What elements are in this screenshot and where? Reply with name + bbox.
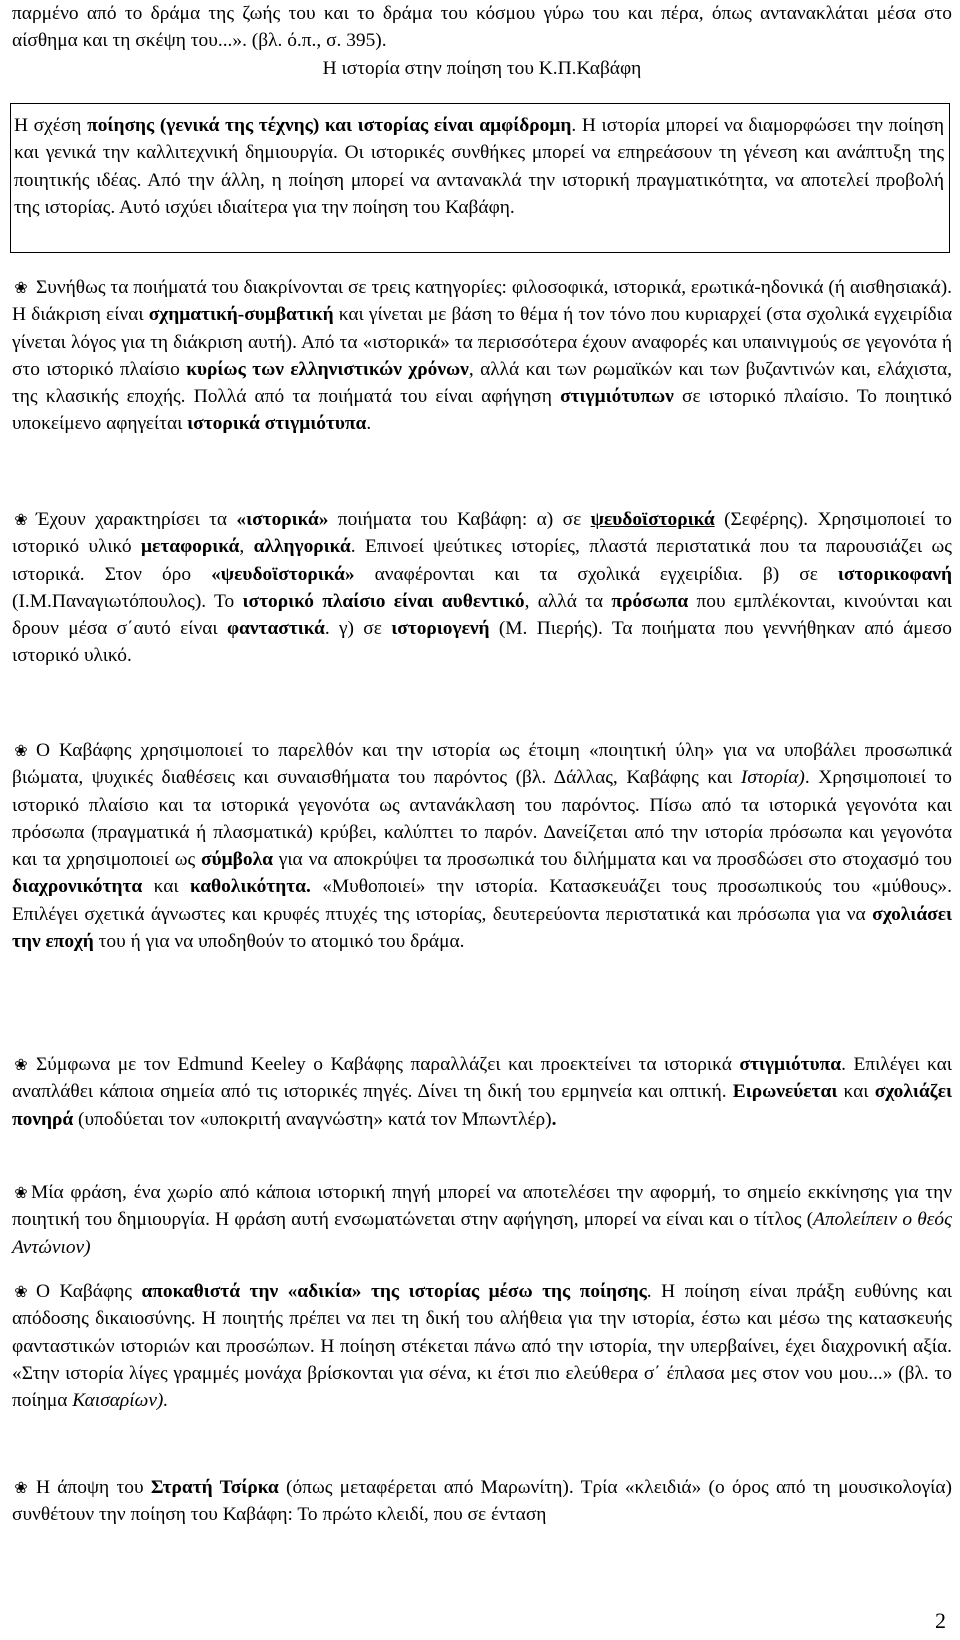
italic-run: Ιστορία) — [740, 767, 805, 789]
summary-box-text — [14, 112, 944, 221]
text-run: σε ιστορικό πλαίσιο. Το ποιητικό υποκείμενο αφηγείται — [12, 386, 952, 435]
text-run: Η άποψη του — [36, 1477, 151, 1498]
text-run: του ή για να υποδηθούν το ατομικό του δράμα. — [93, 931, 465, 953]
bold-run: «ιστορικά» — [236, 509, 329, 530]
text-run: . Χρησιμοποιεί το ιστορικό πλαίσιο και τα ιστορικά γεγονότα ως αντανάκλαση του παρόντος. Πίσω από τα ιστορικά γεγονότα και πρόσωπα (πραγματικά ή πλασματικά) κρύβει, καλύπτει το παρόν. Δανείζεται από την ιστορία πρόσωπα και γεγονότα και τα χρησιμοποιεί ως — [12, 767, 952, 871]
text-run: Μία φράση, ένα χωρίο από κάποια ιστορική πηγή μπορεί να αποτελέσει την αφορμή, το σημείο εκκίνησης για την ποιητική του δημιουργία. Η φράση αυτή ενσωματώνεται στην αφήγηση, μπορεί να είναι και ο τίτλος ( — [12, 1182, 952, 1231]
text-run: και γίνεται με βάση το θέμα ή τον τόνο που κυριαρχεί (στα σχολικά εγχειρίδια γίνεται λόγος για τη διάκριση αυτή). Από τα «ιστορικά» τα περισσότερα έχουν αναφορές και υπαινιγμούς σε γεγονότα ή στο ιστορικό πλαίσιο — [12, 304, 952, 380]
bold-run: στιγμιότυπα — [739, 1054, 842, 1075]
text-run: . Επινοεί ψεύτικες ιστορίες, πλαστά περιστατικά που τα παρουσιάζει ως ιστορικά. Στον όρο — [12, 536, 952, 585]
bold-run: «ψευδοϊστορικά» — [211, 563, 355, 585]
bold-run: κυρίως των ελληνιστικών χρόνων — [186, 358, 469, 380]
summary-box — [10, 103, 950, 253]
text-run: Έχουν χαρακτηρίσει τα — [36, 509, 237, 530]
flower-bullet-icon: ❀ — [14, 1478, 28, 1497]
text-run: για να αποκρύψει τα προσωπικά του διλήμματα και να προσδώσει στο στοχασμό του — [272, 849, 952, 871]
bold-run: Στρατή Τσίρκα — [150, 1477, 279, 1498]
text-run: Συνήθως τα ποιήματά του διακρίνονται σε τρεις κατηγορίες: φιλοσοφικά, ιστορικά, ερωτικά-ηδονικά (ή αισθησιακά). Η διάκριση είναι — [12, 277, 952, 326]
bold-run: ιστορικοφανή — [837, 563, 952, 585]
text-run: Η σχέση — [14, 115, 88, 136]
bold-run: αποκαθιστά την «αδικία» της ιστορίας μέσω της ποίησης — [141, 1281, 647, 1302]
text-run: Ο Καβάφης — [36, 1281, 142, 1302]
text-run: (υποδύεται τον «υποκριτή αναγνώστη» κατά τον Μπωντλέρ) — [73, 1108, 552, 1130]
intro-text: παρμένο από το δράμα της ζωής του και το δράμα του κόσμου γύρω του και πέρα, όπως αντανακλάται μέσα στο αίσθημα και τη σκέψη του...». (βλ. ό.π., σ. 395). — [12, 3, 952, 52]
paragraph-past-and-history — [12, 737, 952, 955]
text-run: . Επιλέγει και αναπλάθει κάποια σημεία από τις ιστορικές πηγές. Δίνει τη δική του ερμηνεία και οπτική. — [12, 1054, 952, 1103]
italic-run: Απολείπειν ο θεός Αντώνιον) — [12, 1209, 952, 1258]
text-run: «Μυθοποιεί» την ιστορία. Κατασκευάζει τους προσωπικούς του «μύθους». Επιλέγει σχετικά άγνωστες και κρυφές πτυχές της ιστορίας, δευτερεύοντα περιστατικά και πρόσωπα για να — [12, 876, 952, 925]
bold-underlined-run: ψευδοϊστορικά — [590, 509, 715, 530]
flower-bullet-icon: ❀ — [14, 1282, 28, 1301]
intro-paragraph — [12, 0, 952, 82]
paragraph-categories — [12, 274, 952, 438]
bold-run: ιστοριογενή — [391, 618, 490, 640]
bold-run: σχολιάζει πονηρά — [12, 1081, 952, 1130]
text-run: , — [239, 536, 254, 558]
bold-run: σχηματική-συμβατική — [148, 304, 334, 326]
text-run: , αλλά και των ρωμαϊκών και των βυζαντινών και, ελάχιστα, της κλασικής εποχής. Πολλά από τα ποιήματά του είναι αφήγηση — [12, 358, 953, 408]
text-run: . — [366, 413, 372, 435]
text-run: . Η ποίηση είναι πράξη ευθύνης και απόδοσης δικαιοσύνης. Η ποιητής πρέπει να πει τη δική του αλήθεια για την ιστορία, έστω και μέσω της κατασκευής φανταστικών ιστοριών και προσώπων. Η ποίηση στέκεται πάνω από την ιστορία, την υπερβαίνει, έχει διαχρονική αξία. «Στην ιστορία λίγες γραμμές μονάχα βρίσκονται για σένα, κι έτσι πιο ελεύθερα σ΄ έπλασα μες στον νου μου...» (βλ. το ποίημα — [12, 1281, 953, 1412]
paragraph-phrase-source — [12, 1179, 952, 1261]
paragraph-restoration — [12, 1278, 952, 1414]
bold-run: αλληγορικά — [253, 536, 351, 558]
text-run: και — [837, 1081, 875, 1103]
bold-run: μεταφορικά — [141, 536, 240, 558]
bold-run: καθολικότητα. — [189, 876, 311, 898]
text-run: που εμπλέκονται, κινούνται και δρουν μέσα σ΄αυτό είναι — [12, 590, 952, 640]
bold-run: ποίησης (γενικά της τέχνης) και ιστορίας είναι αμφίδρομη — [87, 115, 572, 136]
text-run: . Η ιστορία μπορεί να διαμορφώσει την ποίηση και γενικά την καλλιτεχνική δημιουργία. Οι ιστορικές συνθήκες μπορεί να επηρεάσουν τη γένεση και ανάπτυξη της ποιητικής ιδέας. Από την άλλη, η ποίηση μπορεί να αντανακλά την ιστορική πραγματικότητα, να αποτελεί προβολή της ιστορίας. Αυτό ισχύει ιδιαίτερα για την ποίηση του Καβάφη. — [14, 115, 945, 218]
text-run: Ο Καβάφης χρησιμοποιεί το παρελθόν και την ιστορία ως έτοιμη «ποιητική ύλη» για να υποβάλει προσωπικά βιώματα, ψυχικές διαθέσεις και συναισθήματα του παρόντος (βλ. Δάλλας, Καβάφης και — [12, 740, 952, 789]
bold-run: διαχρονικότητα — [12, 876, 143, 898]
bold-run: ιστορικό πλαίσιο είναι αυθεντικό — [242, 590, 525, 612]
text-run: (όπως μεταφέρεται από Μαρωνίτη). Τρία «κλειδιά» (ο όρος από τη μουσικολογία) συνθέτουν την ποίηση του Καβάφη: Το πρώτο κλειδί, που σε ένταση — [12, 1477, 952, 1526]
text-run: (Σεφέρης). Χρησιμοποιεί το ιστορικό υλικό — [12, 509, 952, 558]
text-run: (Μ. Πιερής). Τα ποιήματα που γεννήθηκαν από άμεσο ιστορικό υλικό. — [12, 618, 952, 667]
text-run: (Ι.Μ.Παναγιωτόπουλος). Το — [12, 590, 243, 612]
bold-run: ιστορικά στιγμιότυπα — [187, 413, 367, 435]
flower-bullet-icon: ❀ — [14, 278, 28, 297]
bold-run: Ειρωνεύεται — [732, 1081, 838, 1103]
text-run: . γ) σε — [324, 618, 392, 640]
bold-run: σχολιάσει την εποχή — [12, 903, 952, 953]
page-number: 2 — [935, 1608, 946, 1633]
text-run: και — [142, 876, 190, 898]
text-run: αναφέρονται και τα σχολικά εγχειρίδια. β) σε — [354, 563, 838, 585]
flower-bullet-icon: ❀ — [14, 1183, 28, 1202]
flower-bullet-icon: ❀ — [14, 741, 28, 760]
bold-run: φανταστικά — [226, 618, 325, 640]
paragraph-characterizations — [12, 506, 952, 670]
paragraph-keeley — [12, 1051, 952, 1133]
text-run: Σύμφωνα με τον Edmund Keeley ο Καβάφης παραλλάζει και προεκτείνει τα ιστορικά — [36, 1054, 740, 1075]
paragraph-tsirkas — [12, 1474, 952, 1529]
italic-run: Καισαρίων). — [72, 1390, 169, 1412]
bold-run: πρόσωπα — [611, 590, 689, 612]
bold-run: . — [551, 1108, 557, 1130]
section-heading: Η ιστορία στην ποίηση του Κ.Π.Καβάφη — [322, 57, 642, 79]
text-run: , αλλά τα — [524, 590, 612, 612]
flower-bullet-icon: ❀ — [14, 1055, 28, 1074]
flower-bullet-icon: ❀ — [14, 510, 28, 529]
bold-run: στιγμιότυπων — [560, 386, 674, 408]
bold-run: σύμβολα — [201, 849, 273, 871]
text-run: ποιήματα του Καβάφη: α) σε — [328, 509, 591, 530]
